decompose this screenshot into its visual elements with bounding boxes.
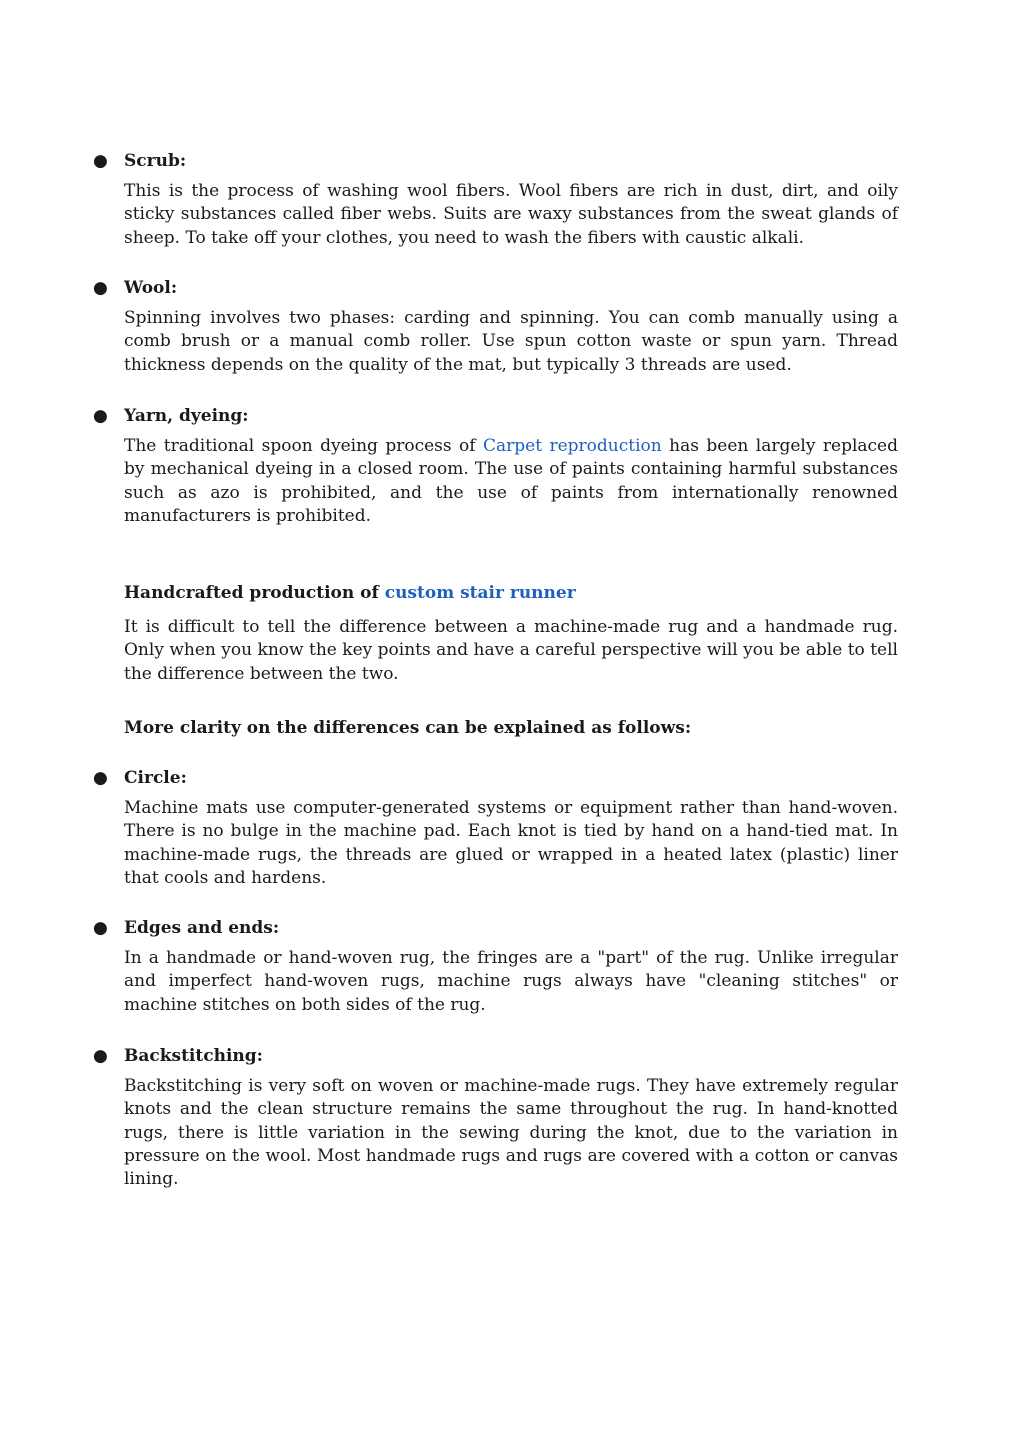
paragraph-yarn-dyeing xyxy=(124,435,898,528)
paragraph-handcrafted: It is difficult to tell the difference between a machine-made rug and a handmade rug. Only when you know the key points and have a careful perspective will you be able to tell the difference between the two. xyxy=(124,617,898,684)
bullet-dot-icon: ● xyxy=(93,151,108,171)
paragraph-text: The traditional spoon dyeing process of xyxy=(124,436,484,456)
heading-text: Scrub: xyxy=(124,151,187,171)
heading-text: Edges and ends: xyxy=(124,918,280,938)
section-circle xyxy=(93,767,898,890)
carpet-reproduction-link[interactable]: Carpet reproduction xyxy=(483,436,662,456)
heading-text: Wool: xyxy=(124,278,178,298)
clarity-heading: More clarity on the differences can be explained as follows: xyxy=(124,718,692,738)
heading-text: Backstitching: xyxy=(124,1046,263,1066)
bullet-heading-edges-and-ends xyxy=(93,917,898,939)
bullet-dot-icon: ● xyxy=(93,406,108,426)
section-scrub xyxy=(93,150,898,250)
heading-text: Circle: xyxy=(124,768,187,788)
bullet-dot-icon: ● xyxy=(93,918,108,938)
paragraph-text: has been largely replaced by mechanical dyeing in a closed room. The use of paints containing harmful substances such as azo is prohibited, and the use of paints from internationally renowned manufacturers is prohibited. xyxy=(124,436,899,526)
bullet-heading-circle xyxy=(93,767,898,789)
bullet-dot-icon: ● xyxy=(93,768,108,788)
bullet-heading-yarn-dyeing xyxy=(93,405,898,427)
section-wool xyxy=(93,277,898,377)
bullet-dot-icon: ● xyxy=(93,278,108,298)
bullet-dot-icon: ● xyxy=(93,1046,108,1066)
bullet-heading-backstitching xyxy=(93,1045,898,1067)
bullet-heading-wool xyxy=(93,277,898,299)
heading-text: Yarn, dyeing: xyxy=(124,406,249,426)
section-yarn-dyeing xyxy=(93,405,899,528)
heading-text: Handcrafted production of xyxy=(124,583,385,603)
paragraph-wool: Spinning involves two phases: carding and spinning. You can comb manually using a comb brush or a manual comb roller. Use spun cotton waste or spun yarn. Thread thickness depends on the quality of the mat, but typically 3 threads are used. xyxy=(124,308,898,375)
paragraph-scrub: This is the process of washing wool fibers. Wool fibers are rich in dust, dirt, and oily sticky substances called fiber webs. Suits are waxy substances from the sweat glands of sheep. To take off your clothes, you need to wash the fibers with caustic alkali. xyxy=(124,181,898,248)
handcrafted-heading xyxy=(124,582,898,604)
section-handcrafted xyxy=(124,582,898,686)
section-edges-and-ends xyxy=(93,917,898,1017)
section-backstitching xyxy=(93,1045,898,1191)
paragraph-edges-and-ends: In a handmade or hand-woven rug, the fringes are a "part" of the rug. Unlike irregular and imperfect hand-woven rugs, machine rugs always have "cleaning stitches" or machine stitches on both sides of the rug. xyxy=(124,948,898,1015)
paragraph-backstitching: Backstitching is very soft on woven or machine-made rugs. They have extremely regular knots and the clean structure remains the same throughout the rug. In hand-knotted rugs, there is little variation in the sewing during the knot, due to the variation in pressure on the wool. Most handmade rugs and rugs are covered with a cotton or canvas lining. xyxy=(124,1076,898,1190)
custom-stair-runner-link[interactable]: custom stair runner xyxy=(384,583,576,603)
bullet-heading-scrub xyxy=(93,150,898,172)
paragraph-circle: Machine mats use computer-generated systems or equipment rather than hand-woven. There is no bulge in the machine pad. Each knot is tied by hand on a hand-tied mat. In machine-made rugs, the threads are glued or wrapped in a heated latex (plastic) liner that cools and hardens. xyxy=(124,798,898,888)
